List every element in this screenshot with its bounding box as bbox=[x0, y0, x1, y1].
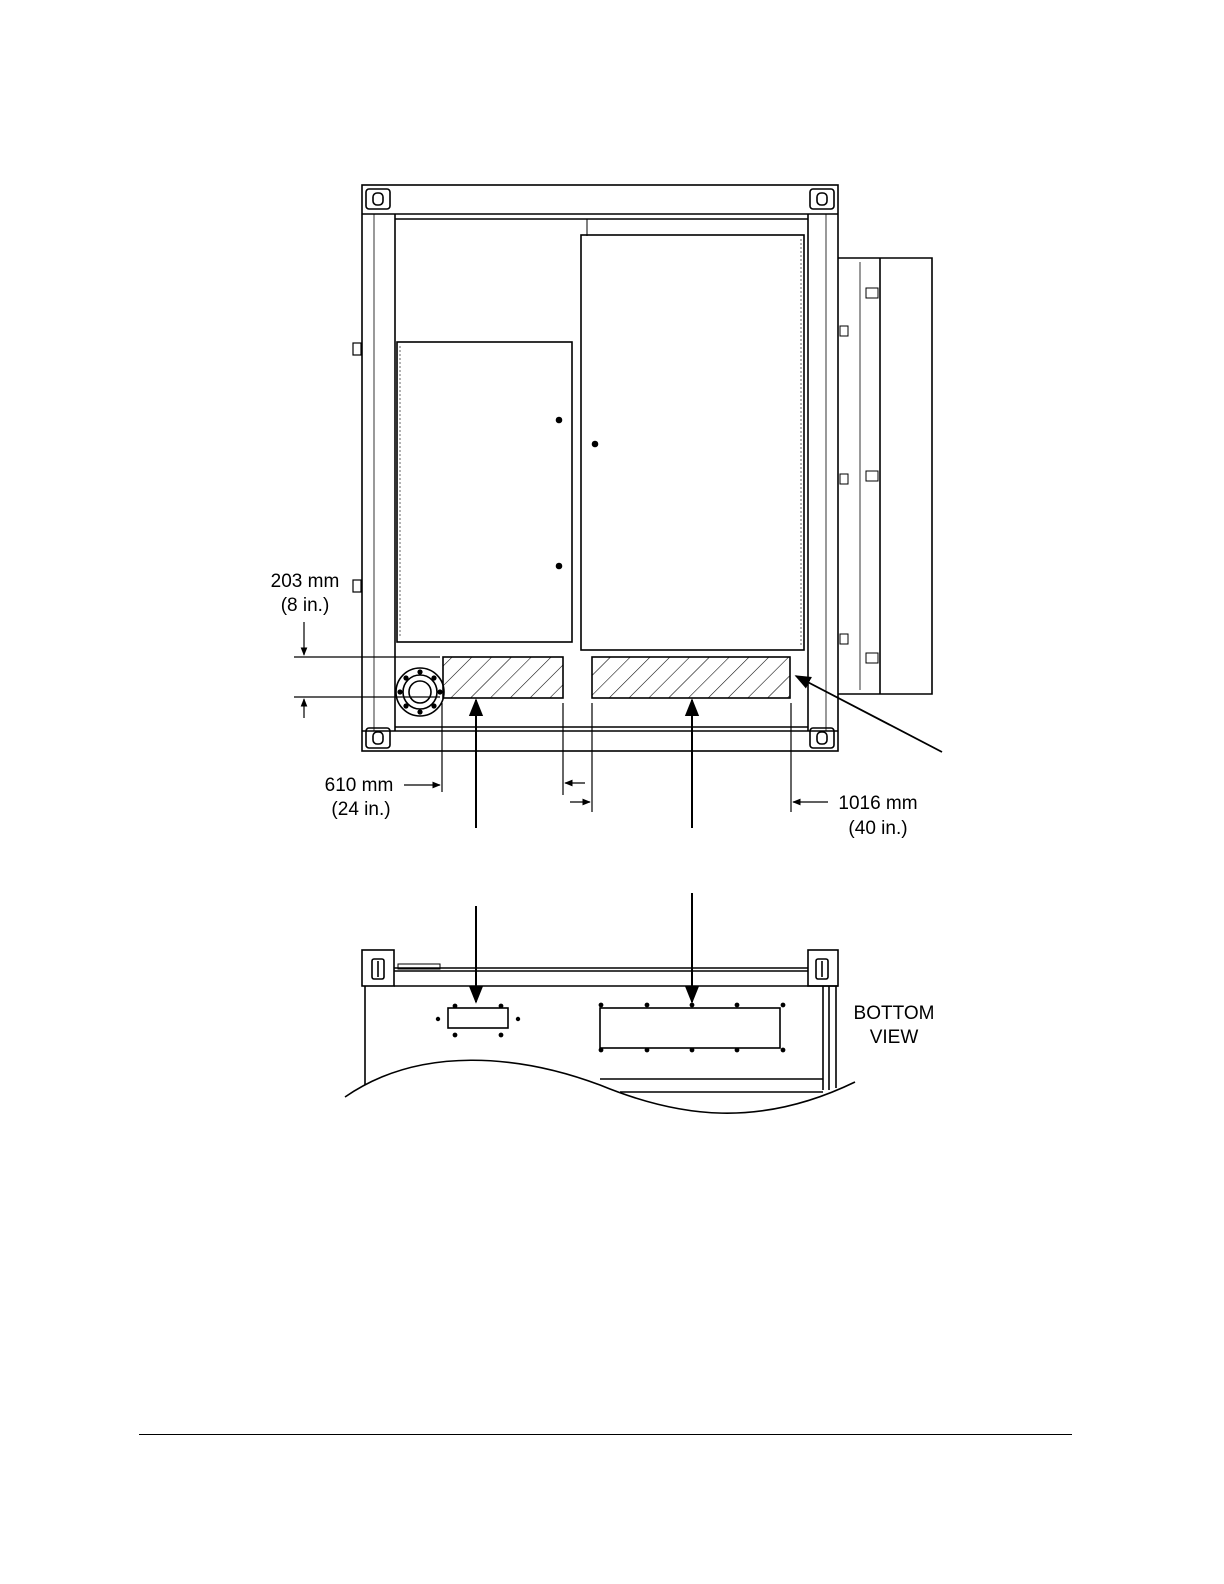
side-panel bbox=[838, 258, 932, 694]
callout-leader bbox=[796, 676, 942, 752]
dim-610-metric: 610 mm bbox=[324, 775, 394, 796]
footer-rule bbox=[139, 1434, 1072, 1435]
dim-1016-imperial: (40 in.) bbox=[848, 818, 908, 839]
bottom-opening-small bbox=[437, 1004, 520, 1036]
corner-slot-icon bbox=[372, 959, 384, 979]
small-door bbox=[397, 342, 572, 642]
hatched-opening-left bbox=[443, 657, 563, 698]
conduit-flange-icon bbox=[396, 668, 444, 716]
front-view bbox=[353, 185, 932, 751]
lifting-lug-icon bbox=[810, 189, 834, 209]
large-door bbox=[581, 235, 804, 650]
dimension-gap-arrows bbox=[565, 783, 590, 802]
break-line bbox=[345, 1060, 855, 1113]
hatched-opening-right bbox=[592, 657, 790, 698]
bottom-view bbox=[345, 950, 855, 1113]
corner-slot-icon bbox=[816, 959, 828, 979]
dim-1016-metric: 1016 mm bbox=[838, 793, 918, 814]
bottom-opening-large bbox=[599, 1003, 784, 1051]
bottom-view-label-line1: BOTTOM bbox=[853, 1003, 935, 1024]
lifting-lug-icon bbox=[366, 189, 390, 209]
projection-arrows bbox=[476, 700, 692, 1002]
dim-203-imperial: (8 in.) bbox=[280, 595, 330, 616]
dimension-extension-lines bbox=[442, 703, 791, 812]
bottom-view-label-line2: VIEW bbox=[869, 1027, 919, 1048]
dim-203-metric: 203 mm bbox=[270, 571, 340, 592]
dim-610-imperial: (24 in.) bbox=[331, 799, 391, 820]
